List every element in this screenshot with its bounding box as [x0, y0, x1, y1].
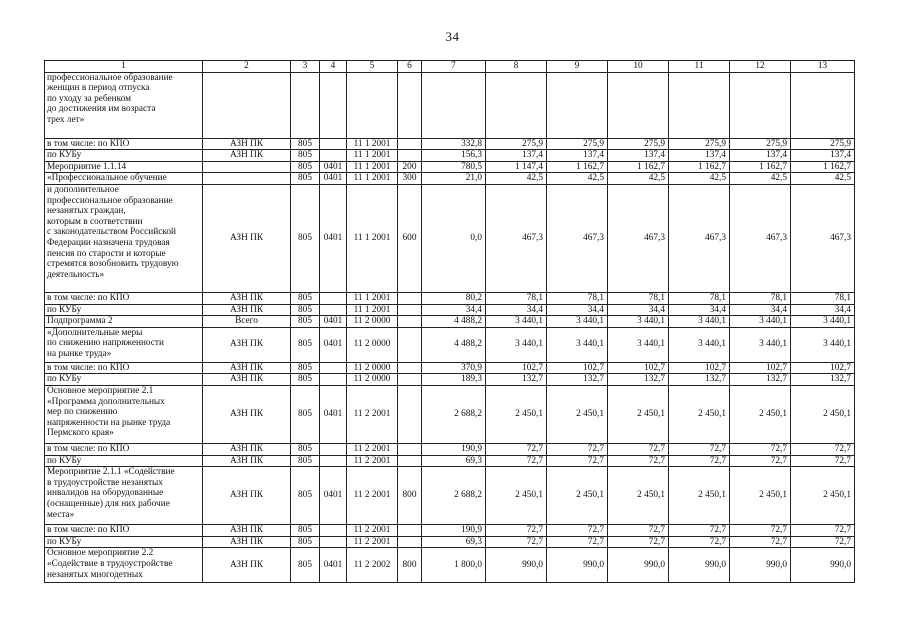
code-rz-cell: 0401	[320, 327, 347, 362]
code-gr-cell: 805	[291, 150, 320, 162]
executor-cell: АЗН ПК	[203, 548, 291, 583]
value-cell-7: 189,3	[422, 374, 486, 386]
code-gr-cell: 805	[291, 548, 320, 583]
value-cell-8	[486, 72, 547, 138]
value-cell-8: 137,4	[486, 150, 547, 162]
value-cell-10: 2 450,1	[608, 467, 669, 525]
value-cell-9: 137,4	[547, 150, 608, 162]
value-cell-11: 3 440,1	[669, 316, 730, 328]
code-gr-cell: 805	[291, 161, 320, 173]
table-row	[45, 304, 855, 316]
value-cell-13: 275,9	[791, 138, 855, 150]
header-cell-8: 8	[486, 61, 547, 73]
value-cell-7: 4 488,2	[422, 327, 486, 362]
value-cell-11: 2 450,1	[669, 467, 730, 525]
table-row	[45, 138, 855, 150]
value-cell-12: 990,0	[730, 548, 791, 583]
code-rz-cell: 0401	[320, 184, 347, 292]
code-vr-cell	[398, 525, 422, 537]
code-rz-cell	[320, 525, 347, 537]
code-rz-cell	[320, 374, 347, 386]
value-cell-13: 78,1	[791, 292, 855, 304]
value-cell-9: 72,7	[547, 536, 608, 548]
code-gr-cell: 805	[291, 316, 320, 328]
value-cell-9	[547, 72, 608, 138]
code-csr-cell: 11 2 2001	[347, 385, 398, 443]
code-gr-cell: 805	[291, 443, 320, 455]
value-cell-11: 467,3	[669, 184, 730, 292]
row-name-cell: Мероприятие 1.1.14	[45, 161, 203, 173]
value-cell-13: 132,7	[791, 374, 855, 386]
value-cell-13: 467,3	[791, 184, 855, 292]
code-rz-cell	[320, 292, 347, 304]
value-cell-7: 0,0	[422, 184, 486, 292]
value-cell-11: 78,1	[669, 292, 730, 304]
code-gr-cell: 805	[291, 327, 320, 362]
value-cell-7: 156,3	[422, 150, 486, 162]
header-cell-1: 1	[45, 61, 203, 73]
code-gr-cell: 805	[291, 292, 320, 304]
table-row	[45, 536, 855, 548]
code-vr-cell: 600	[398, 184, 422, 292]
table-row	[45, 161, 855, 173]
code-vr-cell: 800	[398, 467, 422, 525]
table-body	[45, 61, 855, 583]
table-row	[45, 525, 855, 537]
executor-cell: АЗН ПК	[203, 374, 291, 386]
value-cell-10: 78,1	[608, 292, 669, 304]
table-row	[45, 150, 855, 162]
value-cell-9: 3 440,1	[547, 327, 608, 362]
value-cell-11: 1 162,7	[669, 161, 730, 173]
value-cell-7: 34,4	[422, 304, 486, 316]
value-cell-12: 132,7	[730, 374, 791, 386]
value-cell-13: 34,4	[791, 304, 855, 316]
value-cell-11: 34,4	[669, 304, 730, 316]
value-cell-12	[730, 72, 791, 138]
table-row	[45, 72, 855, 138]
value-cell-10: 990,0	[608, 548, 669, 583]
table-row	[45, 327, 855, 362]
value-cell-8: 3 440,1	[486, 316, 547, 328]
code-csr-cell: 11 2 2001	[347, 467, 398, 525]
value-cell-8: 72,7	[486, 536, 547, 548]
value-cell-8: 42,5	[486, 173, 547, 185]
value-cell-7: 21,0	[422, 173, 486, 185]
executor-cell: АЗН ПК	[203, 536, 291, 548]
table-row	[45, 316, 855, 328]
code-vr-cell: 200	[398, 161, 422, 173]
value-cell-12: 78,1	[730, 292, 791, 304]
code-gr-cell: 805	[291, 184, 320, 292]
value-cell-8: 2 450,1	[486, 467, 547, 525]
value-cell-12: 34,4	[730, 304, 791, 316]
value-cell-8: 1 147,4	[486, 161, 547, 173]
value-cell-10: 137,4	[608, 150, 669, 162]
code-gr-cell: 805	[291, 374, 320, 386]
value-cell-12: 72,7	[730, 525, 791, 537]
value-cell-9: 467,3	[547, 184, 608, 292]
row-name-cell: по КУБу	[45, 536, 203, 548]
value-cell-11: 102,7	[669, 362, 730, 374]
value-cell-8: 3 440,1	[486, 327, 547, 362]
code-rz-cell	[320, 443, 347, 455]
value-cell-11: 137,4	[669, 150, 730, 162]
value-cell-13: 3 440,1	[791, 316, 855, 328]
value-cell-7: 190,9	[422, 443, 486, 455]
code-rz-cell	[320, 455, 347, 467]
code-rz-cell	[320, 138, 347, 150]
code-gr-cell: 805	[291, 362, 320, 374]
table-row	[45, 455, 855, 467]
value-cell-8: 72,7	[486, 525, 547, 537]
code-gr-cell: 805	[291, 138, 320, 150]
value-cell-11: 990,0	[669, 548, 730, 583]
value-cell-10: 72,7	[608, 455, 669, 467]
value-cell-8: 2 450,1	[486, 385, 547, 443]
code-vr-cell	[398, 455, 422, 467]
value-cell-13: 72,7	[791, 455, 855, 467]
code-vr-cell: 800	[398, 548, 422, 583]
value-cell-7	[422, 72, 486, 138]
table-row	[45, 362, 855, 374]
row-name-cell: по КУБу	[45, 150, 203, 162]
value-cell-9: 3 440,1	[547, 316, 608, 328]
header-row	[45, 61, 855, 73]
value-cell-9: 2 450,1	[547, 385, 608, 443]
value-cell-13: 3 440,1	[791, 327, 855, 362]
value-cell-12: 1 162,7	[730, 161, 791, 173]
code-csr-cell: 11 2 0000	[347, 327, 398, 362]
table-row	[45, 184, 855, 292]
value-cell-10	[608, 72, 669, 138]
code-vr-cell	[398, 374, 422, 386]
executor-cell: АЗН ПК	[203, 362, 291, 374]
value-cell-7: 69,3	[422, 455, 486, 467]
value-cell-10: 42,5	[608, 173, 669, 185]
executor-cell: Всего	[203, 316, 291, 328]
value-cell-12: 2 450,1	[730, 385, 791, 443]
code-vr-cell	[398, 536, 422, 548]
page-number: 34	[445, 29, 460, 44]
code-gr-cell: 805	[291, 385, 320, 443]
value-cell-13: 102,7	[791, 362, 855, 374]
code-rz-cell	[320, 362, 347, 374]
executor-cell: АЗН ПК	[203, 184, 291, 292]
row-name-cell: «Профессиональное обучение	[45, 173, 203, 185]
value-cell-12: 2 450,1	[730, 467, 791, 525]
row-name-cell: в том числе: по КПО	[45, 292, 203, 304]
executor-cell: АЗН ПК	[203, 525, 291, 537]
code-vr-cell	[398, 72, 422, 138]
value-cell-12: 72,7	[730, 536, 791, 548]
value-cell-12: 137,4	[730, 150, 791, 162]
value-cell-9: 2 450,1	[547, 467, 608, 525]
row-name-cell: по КУБу	[45, 304, 203, 316]
row-name-cell: Подпрограмма 2	[45, 316, 203, 328]
code-csr-cell	[347, 72, 398, 138]
row-name-cell: «Дополнительные меры по снижению напряженности на рынке труда»	[45, 327, 203, 362]
executor-cell: АЗН ПК	[203, 443, 291, 455]
value-cell-9: 42,5	[547, 173, 608, 185]
header-cell-12: 12	[730, 61, 791, 73]
executor-cell: АЗН ПК	[203, 138, 291, 150]
value-cell-9: 132,7	[547, 374, 608, 386]
row-name-cell: Основное мероприятие 2.1 «Программа дополнительных мер по снижению напряженности на рынке труда Пермского края»	[45, 385, 203, 443]
code-vr-cell	[398, 292, 422, 304]
header-cell-2: 2	[203, 61, 291, 73]
row-name-cell: Мероприятие 2.1.1 «Содействие в трудоустройстве незанятых инвалидов на оборудованные (оснащенные) для них рабочие места»	[45, 467, 203, 525]
value-cell-8: 102,7	[486, 362, 547, 374]
value-cell-13: 2 450,1	[791, 385, 855, 443]
row-name-cell: в том числе: по КПО	[45, 443, 203, 455]
executor-cell	[203, 161, 291, 173]
budget-table	[44, 60, 855, 583]
header-cell-4: 4	[320, 61, 347, 73]
code-vr-cell: 300	[398, 173, 422, 185]
code-rz-cell: 0401	[320, 173, 347, 185]
code-gr-cell: 805	[291, 173, 320, 185]
value-cell-7: 2 688,2	[422, 467, 486, 525]
header-cell-13: 13	[791, 61, 855, 73]
row-name-cell: в том числе: по КПО	[45, 138, 203, 150]
value-cell-11: 42,5	[669, 173, 730, 185]
row-name-cell: в том числе: по КПО	[45, 362, 203, 374]
code-vr-cell	[398, 362, 422, 374]
value-cell-12: 72,7	[730, 443, 791, 455]
value-cell-12: 275,9	[730, 138, 791, 150]
value-cell-7: 370,9	[422, 362, 486, 374]
code-rz-cell: 0401	[320, 316, 347, 328]
value-cell-9: 72,7	[547, 443, 608, 455]
table-row	[45, 385, 855, 443]
executor-cell: АЗН ПК	[203, 455, 291, 467]
code-vr-cell	[398, 443, 422, 455]
header-cell-3: 3	[291, 61, 320, 73]
executor-cell: АЗН ПК	[203, 304, 291, 316]
table-row	[45, 467, 855, 525]
value-cell-7: 780,5	[422, 161, 486, 173]
code-csr-cell: 11 2 2001	[347, 443, 398, 455]
value-cell-10: 132,7	[608, 374, 669, 386]
value-cell-13: 1 162,7	[791, 161, 855, 173]
value-cell-12: 467,3	[730, 184, 791, 292]
table-row	[45, 443, 855, 455]
value-cell-10: 72,7	[608, 443, 669, 455]
code-csr-cell: 11 1 2001	[347, 161, 398, 173]
executor-cell	[203, 72, 291, 138]
table-row	[45, 548, 855, 583]
value-cell-10: 34,4	[608, 304, 669, 316]
code-csr-cell: 11 1 2001	[347, 138, 398, 150]
code-csr-cell: 11 1 2001	[347, 184, 398, 292]
value-cell-10: 3 440,1	[608, 316, 669, 328]
value-cell-10: 2 450,1	[608, 385, 669, 443]
code-csr-cell: 11 2 2001	[347, 525, 398, 537]
code-rz-cell: 0401	[320, 467, 347, 525]
executor-cell: АЗН ПК	[203, 467, 291, 525]
code-vr-cell	[398, 138, 422, 150]
value-cell-8: 72,7	[486, 455, 547, 467]
code-gr-cell: 805	[291, 536, 320, 548]
code-rz-cell	[320, 150, 347, 162]
value-cell-9: 34,4	[547, 304, 608, 316]
header-cell-5: 5	[347, 61, 398, 73]
value-cell-9: 275,9	[547, 138, 608, 150]
value-cell-10: 72,7	[608, 525, 669, 537]
value-cell-11: 72,7	[669, 443, 730, 455]
value-cell-11: 72,7	[669, 455, 730, 467]
code-csr-cell: 11 1 2001	[347, 304, 398, 316]
code-vr-cell	[398, 327, 422, 362]
value-cell-11: 72,7	[669, 525, 730, 537]
value-cell-7: 332,8	[422, 138, 486, 150]
code-gr-cell	[291, 72, 320, 138]
value-cell-9: 72,7	[547, 525, 608, 537]
code-gr-cell: 805	[291, 304, 320, 316]
value-cell-10: 467,3	[608, 184, 669, 292]
row-name-cell: Основное мероприятие 2.2 «Содействие в трудоустройстве незанятых многодетных	[45, 548, 203, 583]
code-rz-cell	[320, 304, 347, 316]
code-vr-cell	[398, 316, 422, 328]
code-vr-cell	[398, 385, 422, 443]
code-rz-cell	[320, 72, 347, 138]
value-cell-13: 2 450,1	[791, 467, 855, 525]
code-gr-cell: 805	[291, 455, 320, 467]
header-cell-9: 9	[547, 61, 608, 73]
code-gr-cell: 805	[291, 525, 320, 537]
code-csr-cell: 11 2 2001	[347, 536, 398, 548]
value-cell-11	[669, 72, 730, 138]
code-csr-cell: 11 1 2001	[347, 173, 398, 185]
code-rz-cell: 0401	[320, 161, 347, 173]
value-cell-11: 3 440,1	[669, 327, 730, 362]
value-cell-9: 78,1	[547, 292, 608, 304]
value-cell-8: 990,0	[486, 548, 547, 583]
code-vr-cell	[398, 304, 422, 316]
executor-cell: АЗН ПК	[203, 292, 291, 304]
row-name-cell: и дополнительное профессиональное образование незанятых граждан, которым в соответствии с законодательством Российской Федерации назначена трудовая пенсия по старости и которые стремятся возобновить трудовую деятельность»	[45, 184, 203, 292]
value-cell-10: 102,7	[608, 362, 669, 374]
header-cell-10: 10	[608, 61, 669, 73]
value-cell-7: 69,3	[422, 536, 486, 548]
code-csr-cell: 11 2 0000	[347, 374, 398, 386]
code-csr-cell: 11 2 0000	[347, 362, 398, 374]
row-name-cell: по КУБу	[45, 374, 203, 386]
value-cell-9: 72,7	[547, 455, 608, 467]
value-cell-13: 137,4	[791, 150, 855, 162]
value-cell-10: 3 440,1	[608, 327, 669, 362]
value-cell-10: 275,9	[608, 138, 669, 150]
value-cell-7: 80,2	[422, 292, 486, 304]
value-cell-8: 467,3	[486, 184, 547, 292]
code-csr-cell: 11 2 2001	[347, 455, 398, 467]
value-cell-7: 1 800,0	[422, 548, 486, 583]
value-cell-7: 4 488,2	[422, 316, 486, 328]
code-gr-cell: 805	[291, 467, 320, 525]
value-cell-11: 275,9	[669, 138, 730, 150]
code-rz-cell: 0401	[320, 385, 347, 443]
value-cell-12: 3 440,1	[730, 327, 791, 362]
value-cell-7: 2 688,2	[422, 385, 486, 443]
value-cell-13: 42,5	[791, 173, 855, 185]
value-cell-13: 72,7	[791, 536, 855, 548]
executor-cell: АЗН ПК	[203, 327, 291, 362]
value-cell-7: 190,9	[422, 525, 486, 537]
value-cell-12: 72,7	[730, 455, 791, 467]
value-cell-9: 990,0	[547, 548, 608, 583]
value-cell-9: 102,7	[547, 362, 608, 374]
table-row	[45, 292, 855, 304]
header-cell-6: 6	[398, 61, 422, 73]
row-name-cell: в том числе: по КПО	[45, 525, 203, 537]
value-cell-12: 42,5	[730, 173, 791, 185]
value-cell-11: 72,7	[669, 536, 730, 548]
row-name-cell: по КУБу	[45, 455, 203, 467]
value-cell-12: 3 440,1	[730, 316, 791, 328]
value-cell-8: 132,7	[486, 374, 547, 386]
value-cell-11: 132,7	[669, 374, 730, 386]
value-cell-8: 275,9	[486, 138, 547, 150]
header-cell-11: 11	[669, 61, 730, 73]
value-cell-11: 2 450,1	[669, 385, 730, 443]
executor-cell: АЗН ПК	[203, 150, 291, 162]
code-rz-cell	[320, 536, 347, 548]
value-cell-8: 72,7	[486, 443, 547, 455]
executor-cell: АЗН ПК	[203, 385, 291, 443]
row-name-cell: профессиональное образование женщин в период отпуска по уходу за ребенком до достижения им возраста трех лет»	[45, 72, 203, 138]
code-csr-cell: 11 1 2001	[347, 292, 398, 304]
value-cell-8: 34,4	[486, 304, 547, 316]
code-csr-cell: 11 2 0000	[347, 316, 398, 328]
value-cell-12: 102,7	[730, 362, 791, 374]
executor-cell	[203, 173, 291, 185]
value-cell-13	[791, 72, 855, 138]
code-vr-cell	[398, 150, 422, 162]
table-row	[45, 374, 855, 386]
header-cell-7: 7	[422, 61, 486, 73]
code-csr-cell: 11 2 2002	[347, 548, 398, 583]
value-cell-10: 1 162,7	[608, 161, 669, 173]
value-cell-10: 72,7	[608, 536, 669, 548]
code-csr-cell: 11 1 2001	[347, 150, 398, 162]
table-row	[45, 173, 855, 185]
value-cell-9: 1 162,7	[547, 161, 608, 173]
value-cell-13: 990,0	[791, 548, 855, 583]
value-cell-8: 78,1	[486, 292, 547, 304]
value-cell-13: 72,7	[791, 443, 855, 455]
code-rz-cell: 0401	[320, 548, 347, 583]
value-cell-13: 72,7	[791, 525, 855, 537]
